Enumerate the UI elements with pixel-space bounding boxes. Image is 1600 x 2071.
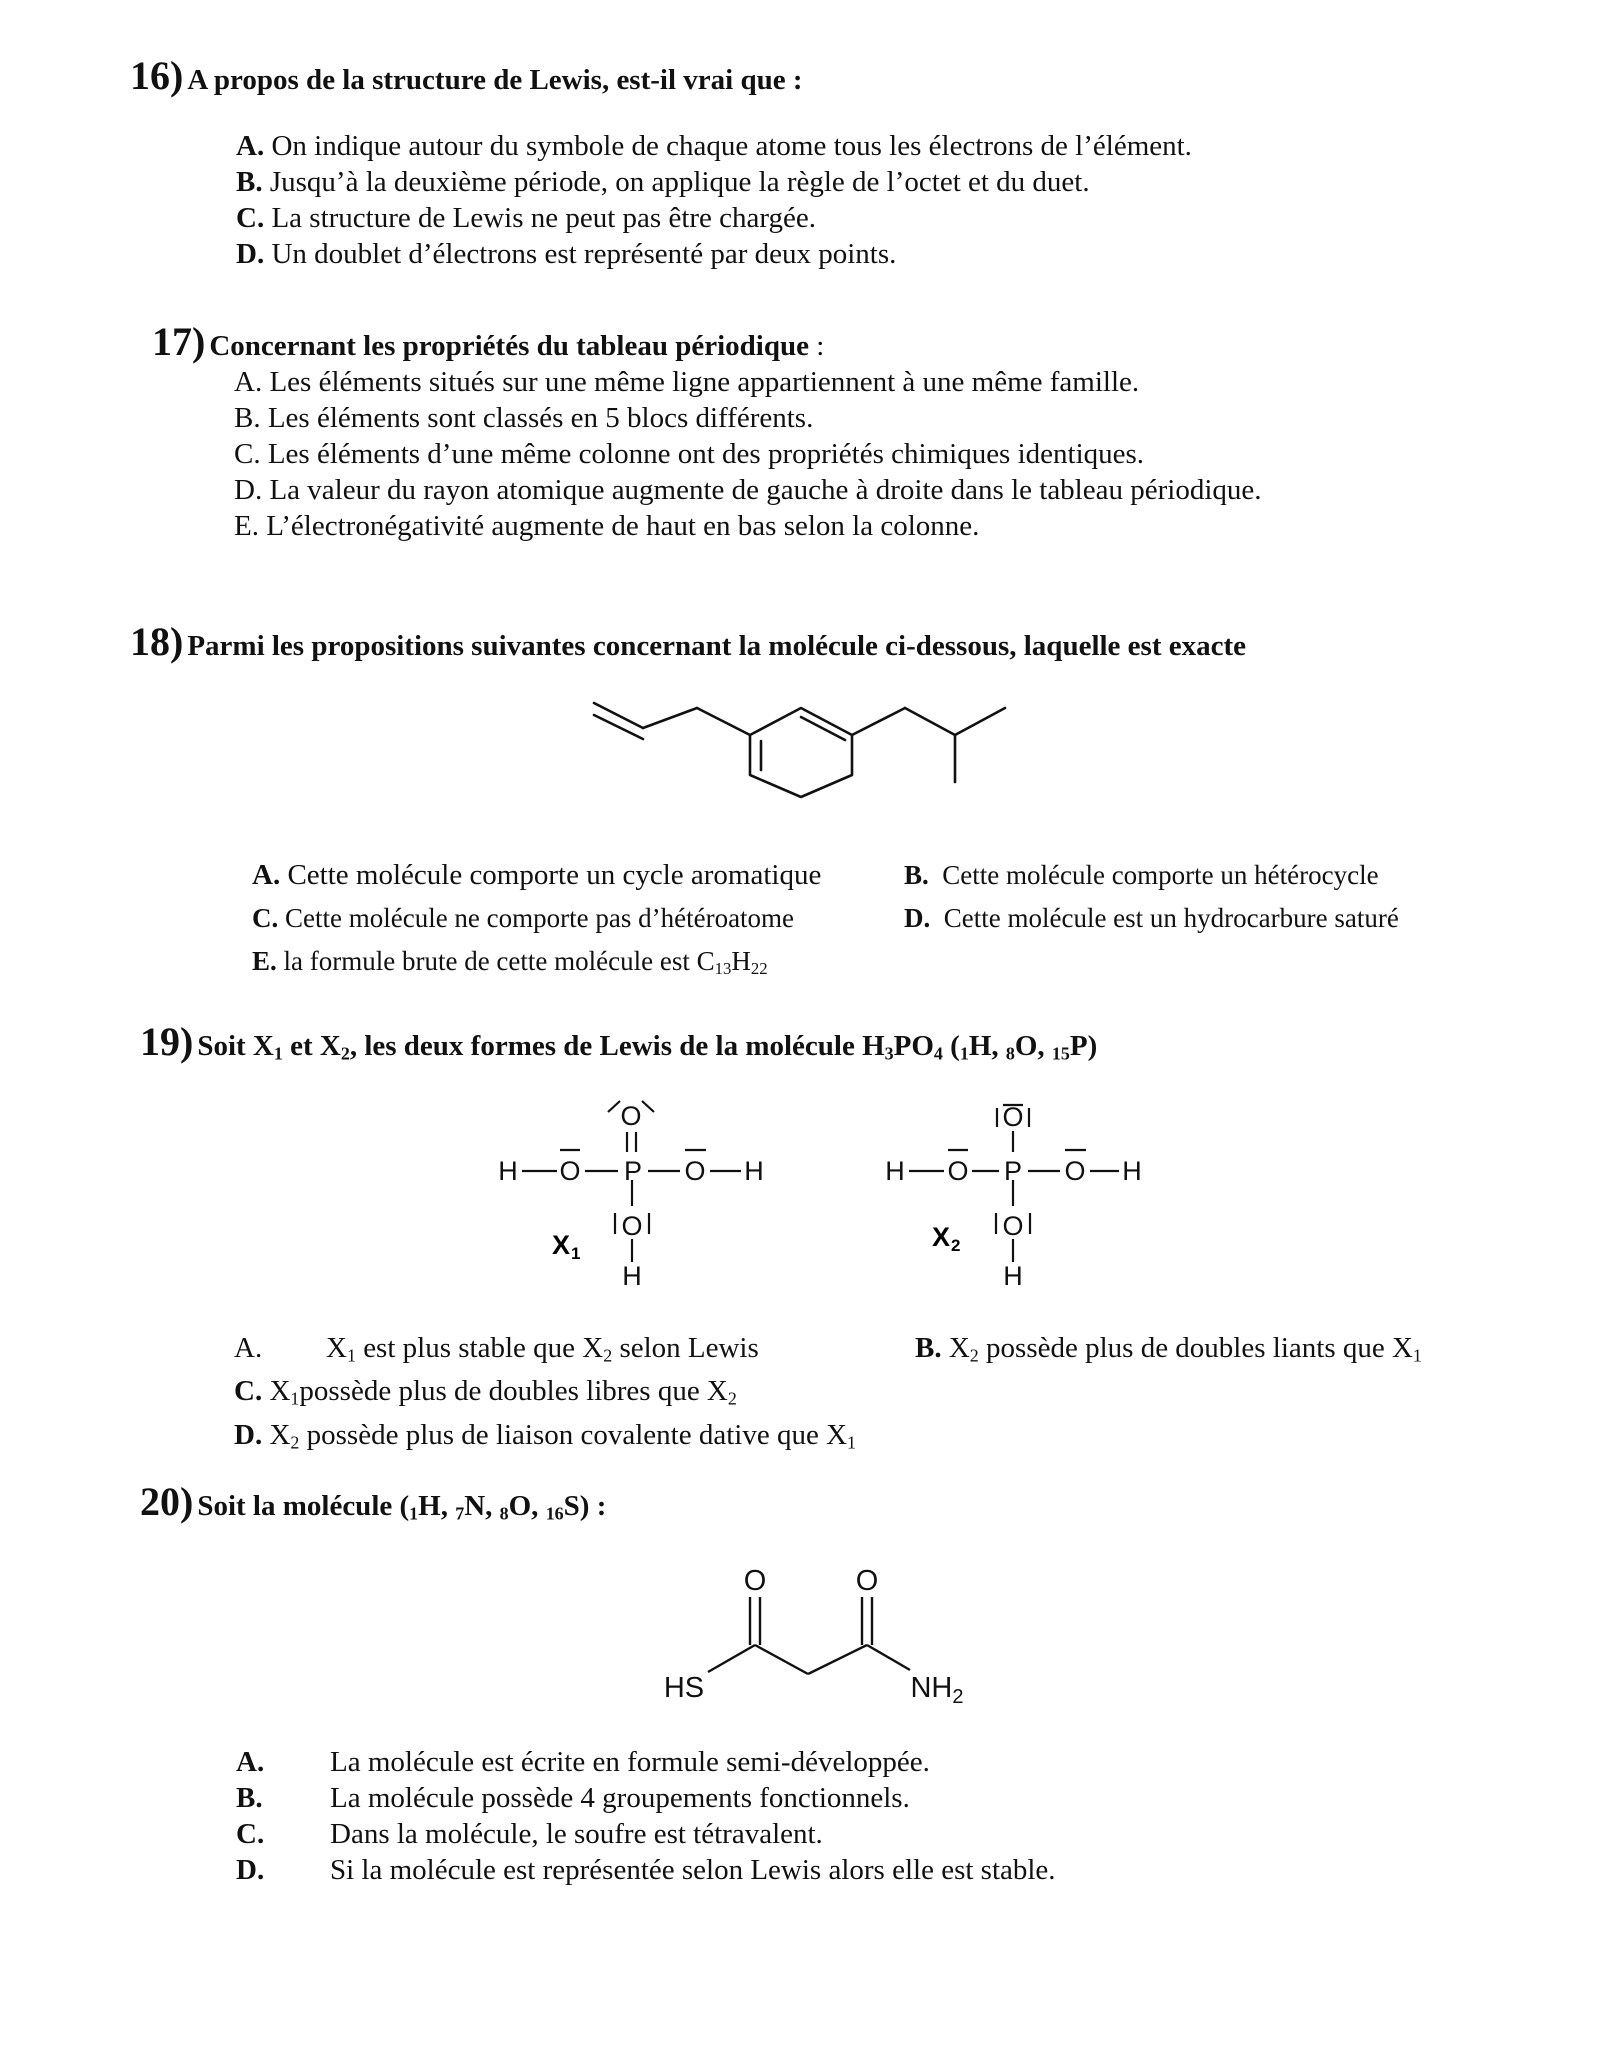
molecule-18-skeletal xyxy=(580,695,1020,805)
option-18-c[interactable]: C. Cette molécule ne comporte pas d’hétéroatome xyxy=(252,903,795,933)
option-17-b[interactable]: B. Les éléments sont classés en 5 blocs différents. xyxy=(234,402,814,434)
question-18-options-right xyxy=(904,854,1399,940)
svg-text:O: O xyxy=(620,1101,642,1131)
svg-text:O: O xyxy=(1064,1156,1086,1186)
option-18-d[interactable]: D. Cette molécule est un hydrocarbure saturé xyxy=(904,903,1399,933)
lewis-structure-x2 xyxy=(870,1090,1170,1300)
option-19-a[interactable]: A. $X_1$ est plus stable que $X_2$ selon Lewis xyxy=(234,1332,759,1366)
question-16-header xyxy=(130,52,803,99)
option-17-d[interactable]: D. La valeur du rayon atomique augmente de gauche à droite dans le tableau périodique. xyxy=(234,474,1262,506)
svg-text:O: O xyxy=(621,1211,643,1241)
option-18-e[interactable]: E. la formule brute de cette molécule est $C_{13}H_{22}$ xyxy=(252,946,768,979)
question-19-options xyxy=(234,1330,856,1460)
svg-text:H: H xyxy=(622,1261,642,1291)
option-18-b[interactable]: B. Cette molécule comporte un hétérocycle xyxy=(904,860,1379,890)
svg-text:H: H xyxy=(744,1156,764,1186)
option-20-c[interactable]: C. Dans la molécule, le soufre est tétravalent. xyxy=(236,1818,823,1850)
question-17-header: 17) Concernant les propriétés du tableau périodique : xyxy=(152,319,825,364)
svg-text:O: O xyxy=(684,1156,706,1186)
svg-text:P: P xyxy=(623,1156,643,1186)
question-20-header xyxy=(140,1478,606,1525)
option-17-a[interactable]: A. Les éléments situés sur une même ligne appartiennent à une même famille. xyxy=(234,366,1140,398)
svg-text:H: H xyxy=(1122,1156,1142,1186)
question-19-title: Soit $X_1$ et $X_2$, les deux formes de Lewis de la molécule $H_3PO_4$ ($_1H$, $_8$O, $_{15}$P) xyxy=(197,1030,1098,1064)
svg-text:O: O xyxy=(1002,1211,1024,1241)
question-20-title: Soit la molécule ($_1H$, $_7$N, $_8$O, $_{16}$S) : xyxy=(197,1490,607,1524)
svg-text:X: X xyxy=(932,1222,951,1252)
option-17-e[interactable]: E. L’électronégativité augmente de haut en bas selon la colonne. xyxy=(234,510,980,542)
svg-text:H: H xyxy=(1003,1261,1023,1291)
svg-text:H: H xyxy=(498,1156,518,1186)
question-16-options xyxy=(236,128,1192,272)
question-20-options xyxy=(236,1744,1056,1888)
question-17-title: Concernant les propriétés du tableau périodique xyxy=(209,330,809,362)
question-18-options xyxy=(252,854,821,990)
option-16-a[interactable]: A. On indique autour du symbole de chaque atome tous les électrons de l’élément. xyxy=(236,130,1192,162)
molecule-20-skeletal xyxy=(640,1555,1000,1710)
svg-text:H: H xyxy=(885,1156,905,1186)
lewis-structure-x1 xyxy=(490,1090,790,1300)
svg-text:O: O xyxy=(1002,1102,1024,1132)
svg-text:O: O xyxy=(947,1156,969,1186)
option-16-c[interactable]: C. La structure de Lewis ne peut pas être chargée. xyxy=(236,202,817,234)
svg-text:2: 2 xyxy=(951,1236,961,1255)
option-16-d[interactable]: D. Un doublet d’électrons est représenté par deux points. xyxy=(236,238,897,270)
question-19-header xyxy=(140,1018,1097,1065)
svg-text:X: X xyxy=(552,1230,571,1260)
question-20-number: 20) xyxy=(140,1479,194,1524)
question-18-title: Parmi les propositions suivantes concernant la molécule ci-dessous, laquelle est exacte xyxy=(187,630,1247,662)
question-17-number: 17) xyxy=(152,319,206,364)
option-17-c[interactable]: C. Les éléments d’une même colonne ont des propriétés chimiques identiques. xyxy=(234,438,1145,470)
option-16-b[interactable]: B. Jusqu’à la deuxième période, on applique la règle de l’octet et du duet. xyxy=(236,166,1090,198)
svg-text:O: O xyxy=(743,1565,767,1597)
option-19-b[interactable]: B. $X_2$ possède plus de doubles liants que $X_1$ xyxy=(915,1332,1422,1366)
svg-text:NH2: $NH_2$ xyxy=(910,1672,964,1708)
svg-text:O: O xyxy=(559,1156,581,1186)
option-20-b[interactable]: B. La molécule possède 4 groupements fonctionnels. xyxy=(236,1782,910,1814)
option-20-d[interactable]: D. Si la molécule est représentée selon Lewis alors elle est stable. xyxy=(236,1854,1056,1886)
question-18-header xyxy=(130,618,1246,665)
svg-text:1: 1 xyxy=(571,1244,581,1263)
option-20-a[interactable]: A. La molécule est écrite en formule semi-développée. xyxy=(236,1746,930,1778)
svg-text:P: P xyxy=(1003,1156,1023,1186)
question-19-number: 19) xyxy=(140,1019,194,1064)
svg-text:HS: HS xyxy=(663,1672,705,1704)
option-19-d[interactable]: D. $X_2$ possède plus de liaison covalente dative que $X_1$ xyxy=(234,1418,857,1453)
question-18-number: 18) xyxy=(130,619,184,664)
question-17-options xyxy=(234,364,1262,544)
question-16-number: 16) xyxy=(130,53,184,98)
question-16-title: A propos de la structure de Lewis, est-il vrai que : xyxy=(187,64,803,96)
svg-text:O: O xyxy=(855,1565,879,1597)
option-19-c[interactable]: C. $X_1possède$ plus de doubles libres que $X_2$ xyxy=(234,1375,737,1409)
option-18-a[interactable]: A. Cette molécule comporte un cycle aromatique xyxy=(252,859,822,891)
